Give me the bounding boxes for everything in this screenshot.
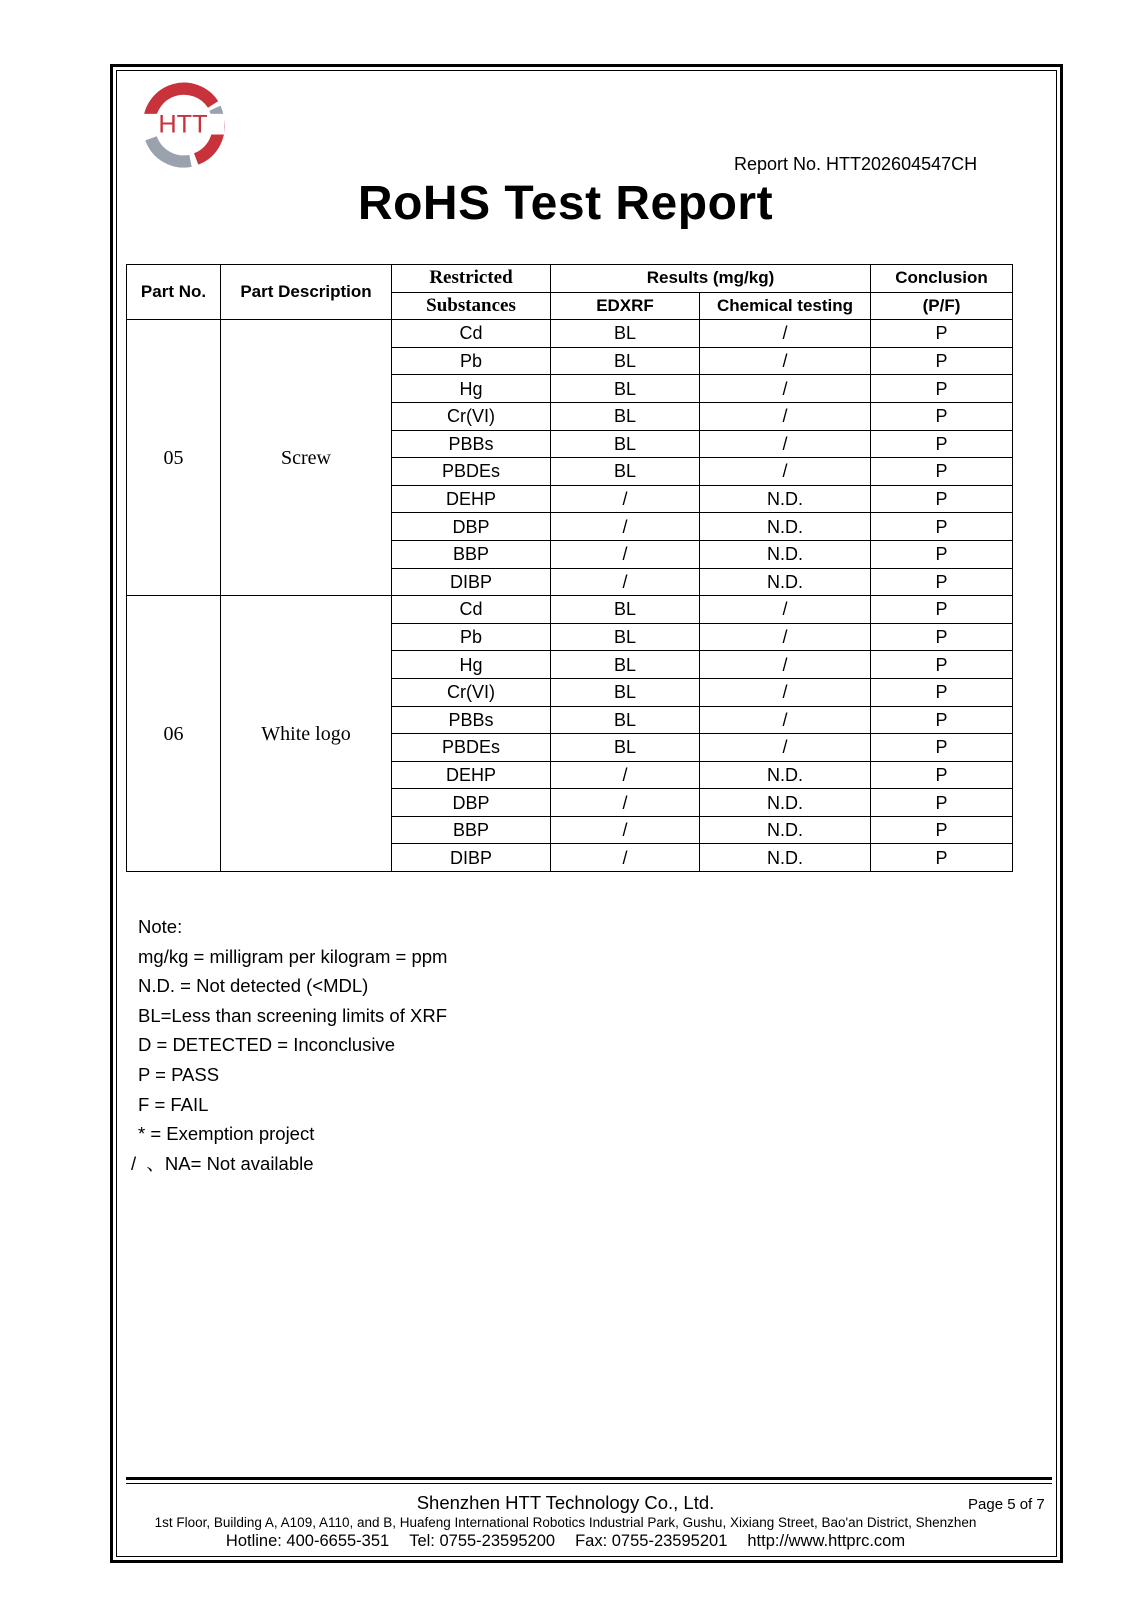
table-row bbox=[127, 596, 1013, 624]
footer-divider bbox=[126, 1477, 1052, 1480]
edxrf-cell: / bbox=[551, 485, 700, 513]
chemical-testing-cell: / bbox=[700, 706, 871, 734]
conclusion-cell: P bbox=[871, 623, 1013, 651]
conclusion-cell: P bbox=[871, 347, 1013, 375]
note-line: D = DETECTED = Inconclusive bbox=[138, 1034, 396, 1056]
note-line: BL=Less than screening limits of XRF bbox=[138, 1004, 447, 1026]
page-number: Page 5 of 7 bbox=[968, 1496, 1045, 1513]
header-results: Results (mg/kg) bbox=[551, 265, 871, 293]
note-line: mg/kg = milligram per kilogram = ppm bbox=[138, 945, 448, 967]
substance-cell: Hg bbox=[392, 375, 551, 403]
chemical-testing-cell: / bbox=[700, 320, 871, 348]
part-description-cell: Screw bbox=[221, 320, 392, 596]
chemical-testing-cell: / bbox=[700, 734, 871, 762]
chemical-testing-cell: / bbox=[700, 651, 871, 679]
substance-cell: DIBP bbox=[392, 844, 551, 872]
conclusion-cell: P bbox=[871, 734, 1013, 762]
chemical-testing-cell: / bbox=[700, 458, 871, 486]
edxrf-cell: / bbox=[551, 816, 700, 844]
conclusion-cell: P bbox=[871, 568, 1013, 596]
edxrf-cell: BL bbox=[551, 623, 700, 651]
company-name: Shenzhen HTT Technology Co., Ltd. bbox=[416, 1492, 715, 1513]
edxrf-cell: BL bbox=[551, 402, 700, 430]
edxrf-cell: BL bbox=[551, 320, 700, 348]
edxrf-cell: / bbox=[551, 568, 700, 596]
substance-cell: DEHP bbox=[392, 761, 551, 789]
header-chemical-testing: Chemical testing bbox=[700, 292, 871, 320]
conclusion-cell: P bbox=[871, 789, 1013, 817]
edxrf-cell: BL bbox=[551, 458, 700, 486]
conclusion-cell: P bbox=[871, 844, 1013, 872]
header-edxrf: EDXRF bbox=[551, 292, 700, 320]
chemical-testing-cell: / bbox=[700, 596, 871, 624]
part-number-cell: 05 bbox=[127, 320, 221, 596]
substance-cell: BBP bbox=[392, 816, 551, 844]
substance-cell: Cd bbox=[392, 320, 551, 348]
chemical-testing-cell: / bbox=[700, 347, 871, 375]
conclusion-cell: P bbox=[871, 596, 1013, 624]
edxrf-cell: BL bbox=[551, 596, 700, 624]
chemical-testing-cell: / bbox=[700, 402, 871, 430]
chemical-testing-cell: N.D. bbox=[700, 789, 871, 817]
chemical-testing-cell: N.D. bbox=[700, 568, 871, 596]
edxrf-cell: / bbox=[551, 789, 700, 817]
edxrf-cell: BL bbox=[551, 651, 700, 679]
logo-text: HTT bbox=[158, 110, 208, 139]
table-row bbox=[127, 320, 1013, 348]
chemical-testing-cell: / bbox=[700, 623, 871, 651]
note-line: * = Exemption project bbox=[138, 1123, 315, 1145]
substance-cell: DIBP bbox=[392, 568, 551, 596]
contact-line bbox=[0, 1532, 1131, 1551]
edxrf-cell: BL bbox=[551, 375, 700, 403]
notes-section bbox=[131, 912, 448, 1178]
edxrf-cell: BL bbox=[551, 706, 700, 734]
substance-cell: PBDEs bbox=[392, 458, 551, 486]
substance-cell: Cr(VI) bbox=[392, 402, 551, 430]
substance-cell: BBP bbox=[392, 540, 551, 568]
conclusion-cell: P bbox=[871, 540, 1013, 568]
substance-cell: DBP bbox=[392, 513, 551, 541]
substance-cell: PBBs bbox=[392, 706, 551, 734]
notes-heading: Note: bbox=[138, 916, 183, 937]
substance-cell: Pb bbox=[392, 347, 551, 375]
conclusion-cell: P bbox=[871, 651, 1013, 679]
conclusion-cell: P bbox=[871, 458, 1013, 486]
header-restricted: Restricted bbox=[392, 265, 551, 293]
table-header-row bbox=[127, 265, 1013, 293]
note-line: / 、NA= Not available bbox=[131, 1152, 314, 1174]
note-line: P = PASS bbox=[138, 1063, 220, 1085]
substance-cell: Pb bbox=[392, 623, 551, 651]
substance-cell: Hg bbox=[392, 651, 551, 679]
conclusion-cell: P bbox=[871, 816, 1013, 844]
chemical-testing-cell: / bbox=[700, 430, 871, 458]
part-description-cell: White logo bbox=[221, 596, 392, 872]
edxrf-cell: / bbox=[551, 761, 700, 789]
header-part-no: Part No. bbox=[127, 265, 221, 320]
substance-cell: Cr(VI) bbox=[392, 678, 551, 706]
chemical-testing-cell: N.D. bbox=[700, 761, 871, 789]
telephone: Tel: 0755-23595200 bbox=[409, 1532, 556, 1550]
substance-cell: PBDEs bbox=[392, 734, 551, 762]
chemical-testing-cell: / bbox=[700, 375, 871, 403]
conclusion-cell: P bbox=[871, 513, 1013, 541]
note-line: F = FAIL bbox=[138, 1093, 209, 1115]
substance-cell: DEHP bbox=[392, 485, 551, 513]
conclusion-cell: P bbox=[871, 430, 1013, 458]
page-title: RoHS Test Report bbox=[357, 177, 774, 230]
conclusion-cell: P bbox=[871, 706, 1013, 734]
chemical-testing-cell: / bbox=[700, 678, 871, 706]
table-body bbox=[127, 320, 1013, 872]
conclusion-cell: P bbox=[871, 402, 1013, 430]
header-part-description: Part Description bbox=[221, 265, 392, 320]
chemical-testing-cell: N.D. bbox=[700, 513, 871, 541]
edxrf-cell: / bbox=[551, 844, 700, 872]
header-substances: Substances bbox=[392, 292, 551, 320]
conclusion-cell: P bbox=[871, 375, 1013, 403]
header-conclusion: Conclusion bbox=[871, 265, 1013, 293]
substance-cell: PBBs bbox=[392, 430, 551, 458]
edxrf-cell: BL bbox=[551, 678, 700, 706]
chemical-testing-cell: N.D. bbox=[700, 540, 871, 568]
note-line: N.D. = Not detected (<MDL) bbox=[138, 975, 369, 997]
report-number: Report No. HTT202604547CH bbox=[734, 154, 978, 174]
conclusion-cell: P bbox=[871, 678, 1013, 706]
edxrf-cell: / bbox=[551, 540, 700, 568]
chemical-testing-cell: N.D. bbox=[700, 485, 871, 513]
edxrf-cell: BL bbox=[551, 347, 700, 375]
company-address: 1st Floor, Building A, A109, A110, and B, Huafeng International Robotics Industrial Park, Gushu, Xixiang Street, Bao'an District, Shenzhen bbox=[154, 1515, 977, 1530]
chemical-testing-cell: N.D. bbox=[700, 816, 871, 844]
hotline: Hotline: 400-6655-351 bbox=[225, 1532, 390, 1550]
edxrf-cell: BL bbox=[551, 430, 700, 458]
substance-cell: Cd bbox=[392, 596, 551, 624]
conclusion-cell: P bbox=[871, 320, 1013, 348]
conclusion-cell: P bbox=[871, 761, 1013, 789]
footer-divider-thin bbox=[126, 1483, 1052, 1484]
edxrf-cell: BL bbox=[551, 734, 700, 762]
conclusion-cell: P bbox=[871, 485, 1013, 513]
part-number-cell: 06 bbox=[127, 596, 221, 872]
substance-cell: DBP bbox=[392, 789, 551, 817]
header-pf: (P/F) bbox=[871, 292, 1013, 320]
edxrf-cell: / bbox=[551, 513, 700, 541]
chemical-testing-cell: N.D. bbox=[700, 844, 871, 872]
fax: Fax: 0755-23595201 bbox=[575, 1532, 728, 1550]
website-link[interactable]: http://www.httprc.com bbox=[747, 1532, 906, 1550]
htt-logo bbox=[136, 80, 230, 174]
rohs-results-table bbox=[126, 264, 1013, 872]
